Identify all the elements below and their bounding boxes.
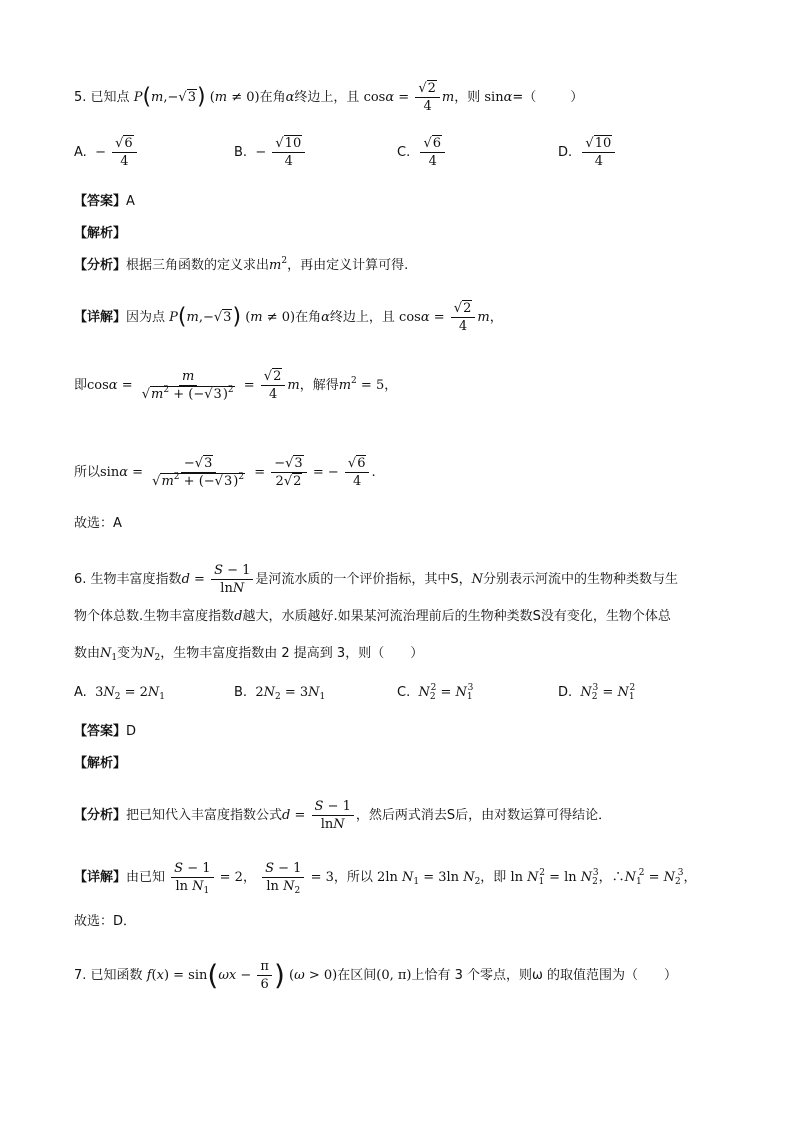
q5-analysis-heading: 【解析】 — [74, 226, 127, 241]
q6-option-c[interactable]: C. $N_2^2 = N_1^3$ — [397, 683, 474, 702]
q6-answer: 【答案】D — [74, 724, 137, 739]
q5-option-d[interactable]: D. √ $\frac{10}{4}$ — [558, 135, 617, 170]
q7-stem: 7. 已知函数 f(x) = sin(ωx − $\frac{\pi}{6}$ ) (ω > 0)在区间(0, π)上恰有 3 个零点，则ω 的取值范围为（ ） — [74, 958, 678, 992]
q5-stem: 5. 已知点 P(m,−√ 3) (m ≠ 0)在角α终边上，且 cosα = √ $\frac{2}{4}$ m，则 sinα=（ ） — [74, 80, 583, 115]
q6-analysis: 【分析】把已知代入丰富度指数公式d = $\frac{S - 1}{\ln N}$ ，然后两式消去S后，由对数运算可得结论． — [74, 799, 612, 832]
q5-choose: 故选：A — [74, 516, 122, 531]
q6-stem-line-1: 6. 生物丰富度指数d = $\frac{S - 1}{\ln N}$ 是河流水质的一个评价指标，其中S，N分别表示河流中的生物种类数与生 — [74, 563, 679, 596]
q5-step-1: 即cosα = m √ $m^2$ + (−√ 3)$^2$ = √ $\frac{2}{4}$ m，解得$m^2 = 5$， — [74, 368, 397, 403]
q5-option-c[interactable]: C. √ $\frac{6}{4}$ — [397, 135, 447, 170]
q6-option-d[interactable]: D. $N_2^3 = N_1^2$ — [558, 683, 636, 702]
q5-detail: 【详解】因为点 P(m,−√ 3) (m ≠ 0)在角α终边上，且 cosα = √ $\frac{2}{4}$ m， — [74, 300, 503, 335]
q6-choose: 故选：D． — [74, 914, 137, 929]
q5-option-b[interactable]: B. − √ $\frac{10}{4}$ — [234, 135, 307, 170]
q6-detail: 【详解】由已知 $\frac{S - 1}{\ln N_1}$ = 2， $\frac{S - 1}{\ln N_2}$ = 3，所以 2ln $N_1 = 3\ln$ $N_2$，即 $\ln N_1^2 = \ln N_2^3$，$\therefore N_1^2 = N_2^3$， — [74, 861, 697, 896]
q6-stem-line-2: 物个体总数.生物丰富度指数d越大，水质越好.如果某河流治理前后的生物种类数S没有变化，生物个体总 — [74, 609, 671, 624]
q6-stem-line-3: 数由$N_1$变为$N_2$，生物丰富度指数由 2 提高到 3，则（ ） — [74, 646, 424, 663]
q6-analysis-heading: 【解析】 — [74, 756, 127, 771]
q5-analysis: 【分析】根据三角函数的定义求出$m^2$，再由定义计算可得. — [74, 256, 409, 273]
q6-option-a[interactable]: A. $3N_2 = 2N_1$ — [74, 685, 165, 702]
q6-option-b[interactable]: B. $2N_2 = 3N_1$ — [234, 685, 326, 702]
q5-option-a[interactable]: A. − √ $\frac{6}{4}$ — [74, 135, 139, 170]
q5-answer: 【答案】A — [74, 194, 135, 209]
q5-step-2: 所以sinα = −√ 3 √ $m^2$ + (−√ 3)$^2$ = $\frac{-√ 3}{2√ 2}$ = − √ $\frac{6}{4}$ . — [74, 455, 376, 490]
